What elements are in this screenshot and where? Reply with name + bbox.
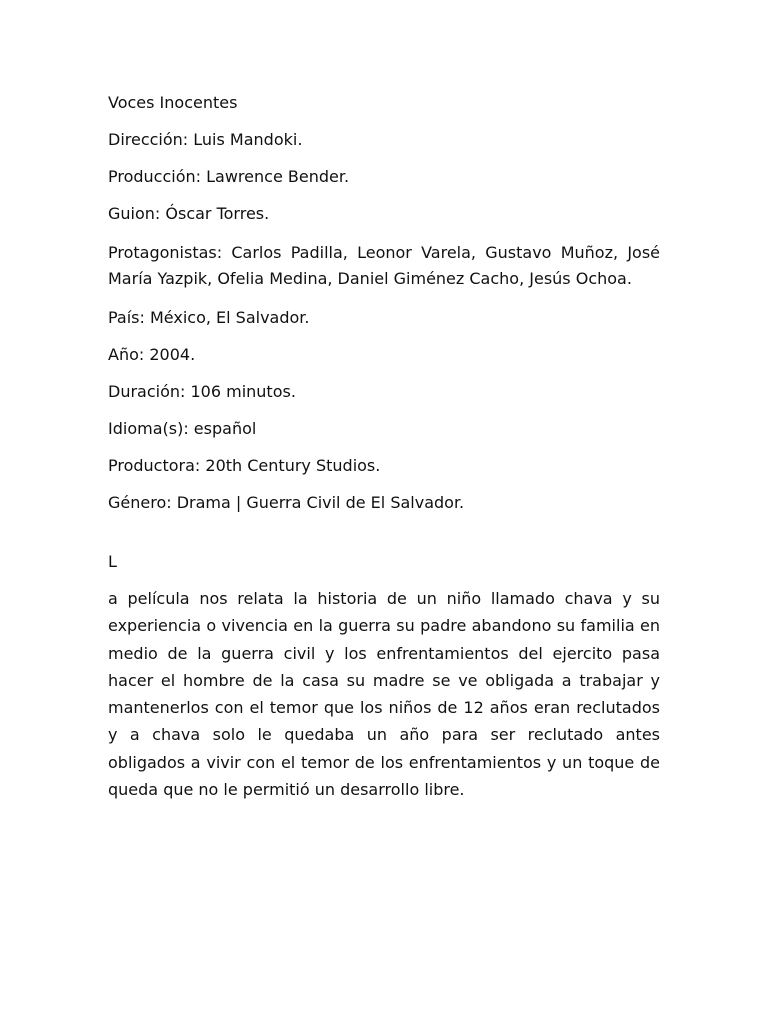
credit-production: Producción: Lawrence Bender. [108,167,350,186]
blank-line [108,529,660,551]
detail-year: Año: 2004. [108,345,196,364]
document-title: Voces Inocentes [108,93,238,112]
detail-language: Idioma(s): español [108,419,257,438]
dropcap-letter: L [108,552,117,571]
detail-duration: Duración: 106 minutos. [108,382,296,401]
detail-genre: Género: Drama | Guerra Civil de El Salvador. [108,493,465,512]
detail-studio: Productora: 20th Century Studios. [108,456,381,475]
document-page [108,92,660,803]
credit-screenplay: Guion: Óscar Torres. [108,204,270,223]
synopsis-paragraph: a película nos relata la historia de un niño llamado chava y su experiencia o vivencia en la guerra su padre abandono su familia en medio de la guerra civil y los enfrentamientos del ejercito pasa hacer el hombre de la casa su madre se ve obligada a trabajar y mantenerlos con el temor que los niños de 12 años eran reclutados y a chava solo le quedaba un año para ser reclutado antes obligados a vivir con el temor de los enfrentamientos y un toque de queda que no le permitió un desarrollo libre. [108,589,660,800]
detail-country: País: México, El Salvador. [108,308,310,327]
credit-direction: Dirección: Luis Mandoki. [108,130,303,149]
protagonists-line: Protagonistas: Carlos Padilla, Leonor Varela, Gustavo Muñoz, José María Yazpik, Ofelia Medina, Daniel Giménez Cacho, Jesús Ochoa. [108,243,660,288]
